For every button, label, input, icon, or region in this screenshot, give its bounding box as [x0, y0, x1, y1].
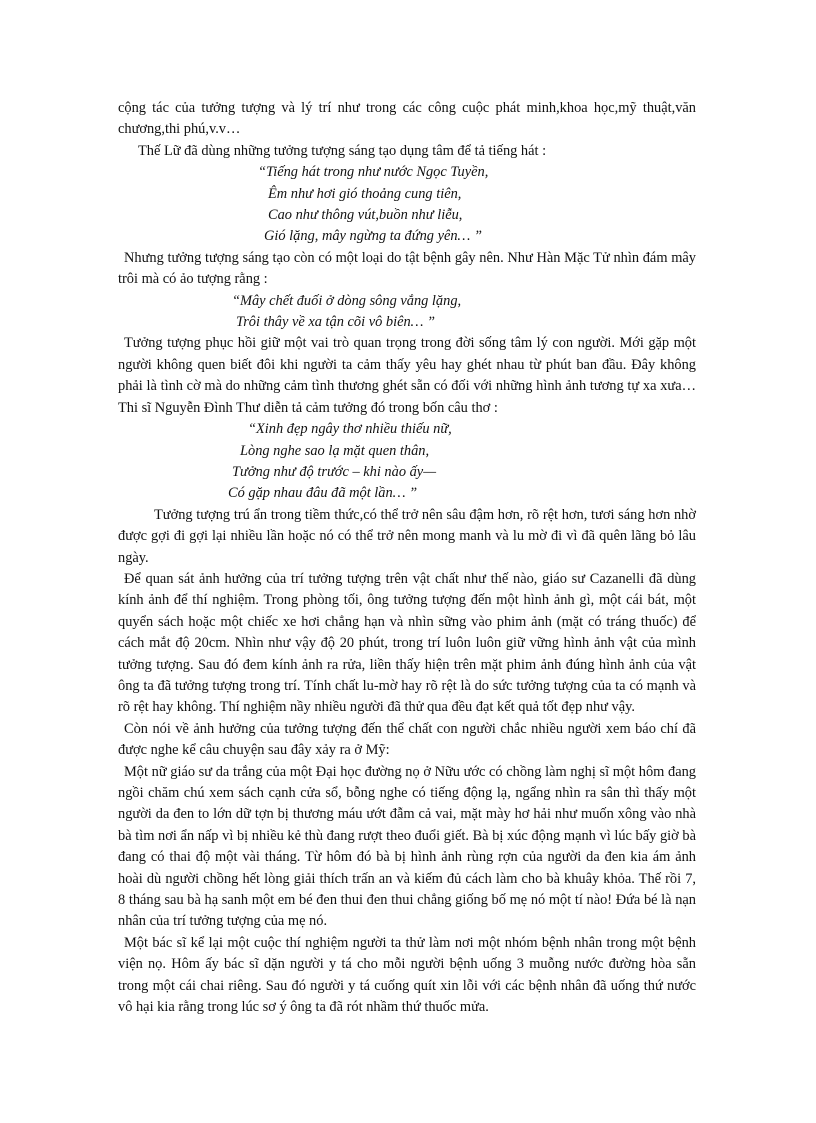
poem-quote: [118, 162, 696, 248]
paragraph: Một bác sĩ kể lại một cuộc thí nghiệm người ta thử làm nơi một nhóm bệnh nhân trong một bệnh viện nọ. Hôm ấy bác sĩ dặn người y tá cho mỗi người bệnh uống 3 muỗng nước đường hòa sẵn trong một cái chai riêng. Sau đó người y tá cuống quít xin lỗi với các bệnh nhân đã uống thứ nước vô hại kia rằng trong lúc sơ ý ông ta đã rót nhầm thứ thuốc mửa.: [118, 934, 696, 1016]
paragraph: Để quan sát ảnh hưởng của trí tưởng tượng trên vật chất như thế nào, giáo sư Cazanelli đã dùng kính ảnh để thí nghiệm. Trong phòng tối, ông tưởng tượng đến một hình ảnh gì, một cái bát, một quyển sách hoặc một chiếc xe hơi chẳng hạn và nhìn sững vào phim ảnh (mặt có tráng thuốc) để cách mắt độ 20cm. Nhìn như vậy độ 20 phút, trong trí luôn luôn giữ vững hình ảnh vật của mình tưởng tượng. Sau đó đem kính ảnh ra rửa, liền thấy hiện trên mặt phim ảnh đúng hình ảnh của vật ông ta đã tưởng tượng trong trí. Tính chất lu-mờ hay rõ rệt là do sức tưởng tượng của ta có mạnh và rõ rệt hay không. Thí nghiệm nầy nhiều người đã thử qua đều đạt kết quả tốt đẹp như vậy.: [118, 570, 696, 716]
poem-line: Lòng nghe sao lạ mặt quen thân,: [240, 442, 430, 459]
poem-line: Trôi thây về xa tận cõi vô biên… ”: [236, 314, 436, 331]
poem-line: Gió lặng, mây ngừng ta đứng yên… ”: [264, 228, 482, 245]
paragraph: Tưởng tượng phục hồi giữ một vai trò quan trọng trong đời sống tâm lý con người. Mới gặp một người không quen biết đôi khi người ta cảm thấy yêu hay ghét nhau từ phút ban đầu. Đây không phải là tình cờ mà do những cảm tình thương ghét sẵn có đối với những hình ảnh tương tự xa xưa…Thi sĩ Nguyễn Đình Thư diễn tả cảm tưởng đó trong bốn câu thơ :: [118, 335, 696, 416]
poem-line: “Xinh đẹp ngây thơ nhiều thiếu nữ,: [248, 421, 452, 438]
poem-quote: [118, 419, 696, 505]
poem-line: Êm như hơi gió thoảng cung tiên,: [268, 185, 462, 202]
poem-line: “Mây chết đuối ở dòng sông vắng lặng,: [232, 292, 462, 309]
poem-quote: [118, 291, 696, 334]
paragraph: Tưởng tượng trú ẩn trong tiềm thức,có thể trở nên sâu đậm hơn, rõ rệt hơn, tươi sáng hơn nhờ được gợi đi gợi lại nhiều lần hoặc nó có thể trở nên mong manh và lu mờ đi vì đã quên lãng bỏ lâu ngày.: [118, 506, 696, 566]
document-page: [118, 98, 696, 1018]
poem-line: Tưởng như độ trước – khi nào ấy—: [232, 463, 436, 480]
paragraph: Một nữ giáo sư da trắng của một Đại học đường nọ ở Nữu ước có chồng làm nghị sĩ một hôm đang ngồi chăm chú xem sách cạnh cửa sổ, bỗng nghe có tiếng động lạ, ngẩng nhìn ra sân thì thấy một người da đen to lớn dữ tợn bị thương máu ướt đẫm cả vai, mặt mày hơ hải như muốn xông vào nhà bà tìm nơi ẩn nấp vì bị nhiều kẻ thù đang rượt theo đuổi giết. Bà bị xúc động mạnh vì lúc bấy giờ bà đang có thai độ một vài tháng. Từ hôm đó bà bị hình ảnh rùng rợn của người da đen kia ám ảnh hoài dù người chồng hết lòng giải thích trấn an và kiếm đủ cách làm cho bà khuây khỏa. Thế rồi 7, 8 tháng sau bà hạ sanh một em bé đen thui đen thui chẳng giống bố mẹ nó một tí nào! Đứa bé là nạn nhân của trí tưởng tượng của mẹ nó.: [118, 763, 696, 930]
paragraph: Nhưng tưởng tượng sáng tạo còn có một loại do tật bệnh gây nên. Như Hàn Mặc Tử nhìn đám mây trôi mà có ảo tượng rằng :: [118, 249, 696, 288]
poem-line: Cao như thông vút,buồn như liễu,: [268, 207, 463, 224]
paragraph: Còn nói về ảnh hưởng của tưởng tượng đến thể chất con người chắc nhiều người xem báo chí đã được nghe kể câu chuyện sau đây xảy ra ở Mỹ:: [118, 720, 696, 759]
paragraph: cộng tác của tưởng tượng và lý trí như trong các công cuộc phát minh,khoa học,mỹ thuật,văn chương,thi phú,v.v…: [118, 100, 696, 138]
poem-line: Có gặp nhau đâu đã một lần… ”: [228, 485, 418, 502]
paragraph: Thế Lữ đã dùng những tưởng tượng sáng tạo dụng tâm để tả tiếng hát :: [138, 142, 547, 159]
poem-line: “Tiếng hát trong như nước Ngọc Tuyền,: [258, 164, 489, 181]
